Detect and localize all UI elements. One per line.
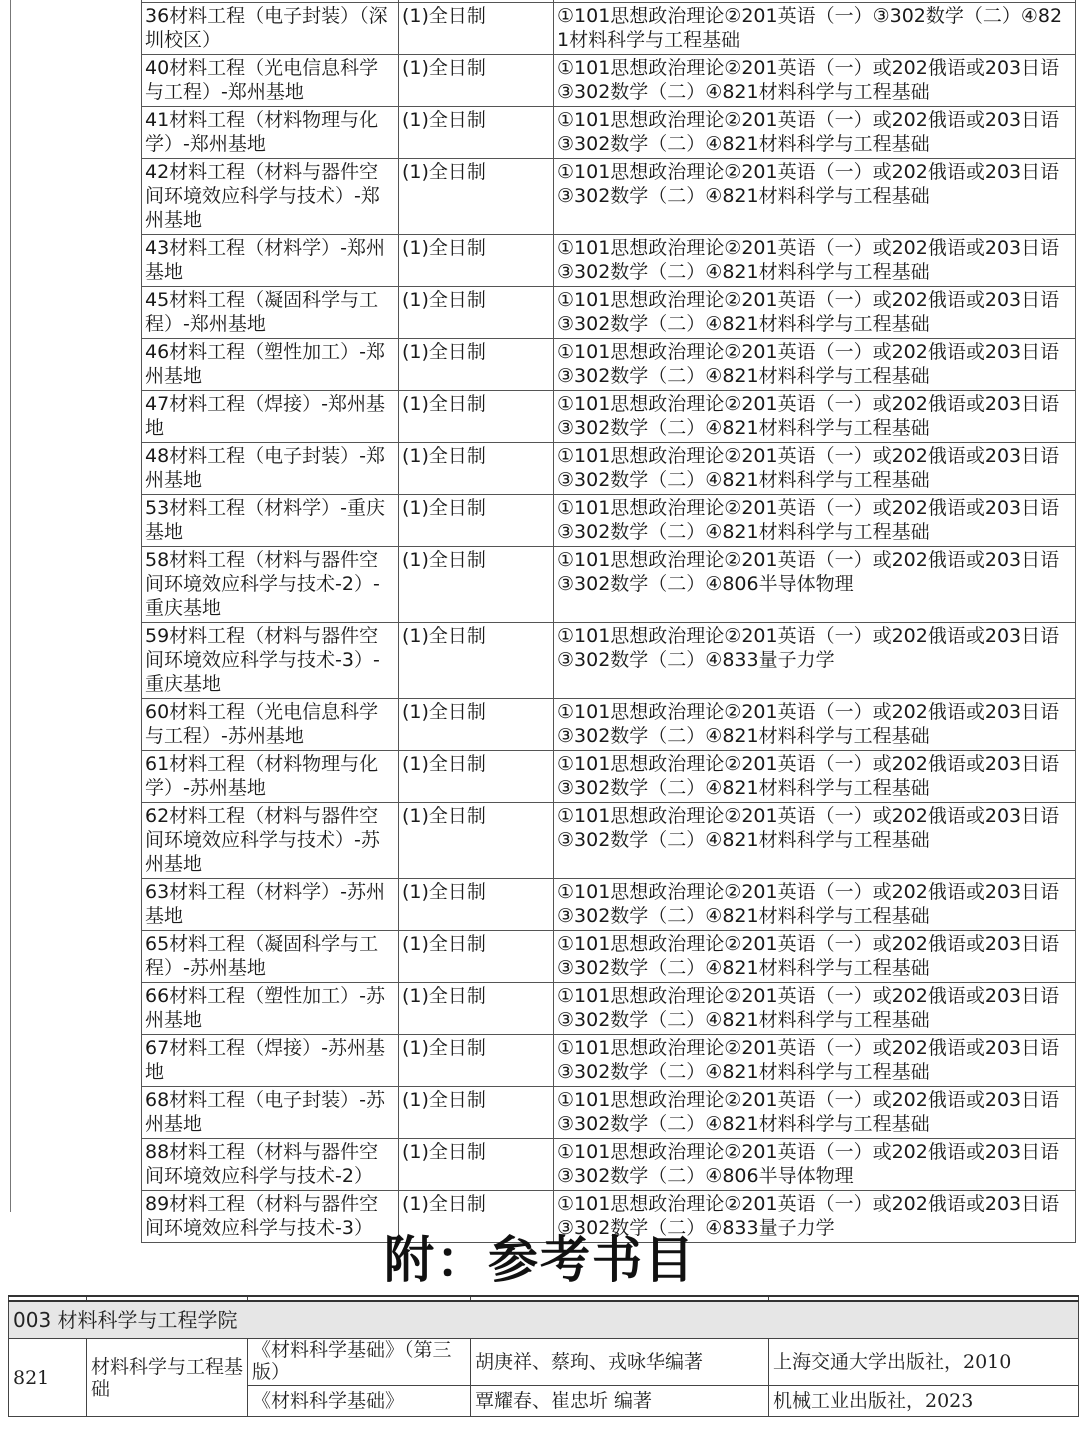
exam-subjects-cell: ①101思想政治理论②201英语（一）或202俄语或203日语③302数学（二）④821材料科学与工程基础 — [554, 931, 1076, 983]
major-cell: 48材料工程（电子封装）-郑州基地 — [142, 443, 399, 495]
study-mode-cell: (1)全日制 — [399, 55, 554, 107]
table-row — [142, 699, 1076, 751]
table-row — [142, 983, 1076, 1035]
subject-name: 材料科学与工程基础 — [87, 1339, 248, 1417]
major-cell: 41材料工程（材料物理与化学）-郑州基地 — [142, 107, 399, 159]
table-row — [142, 879, 1076, 931]
major-cell: 47材料工程（焊接）-郑州基地 — [142, 391, 399, 443]
table-row — [142, 391, 1076, 443]
book-title: 《材料科学基础》（第三版） — [248, 1339, 471, 1386]
table-row — [142, 1139, 1076, 1191]
major-cell: 40材料工程（光电信息科学与工程）-郑州基地 — [142, 55, 399, 107]
exam-subjects-cell: ①101思想政治理论②201英语（一）或202俄语或203日语③302数学（二）④821材料科学与工程基础 — [554, 1087, 1076, 1139]
study-mode-cell: (1)全日制 — [399, 879, 554, 931]
study-mode-cell: (1)全日制 — [399, 159, 554, 235]
study-mode-cell: (1)全日制 — [399, 495, 554, 547]
exam-subjects-cell: ①101思想政治理论②201英语（一）或202俄语或203日语③302数学（二）④821材料科学与工程基础 — [554, 55, 1076, 107]
study-mode-cell: (1)全日制 — [399, 107, 554, 159]
exam-subjects-cell: ①101思想政治理论②201英语（一）或202俄语或203日语③302数学（二）④821材料科学与工程基础 — [554, 159, 1076, 235]
subject-code: 821 — [9, 1339, 87, 1417]
exam-subjects-cell: ①101思想政治理论②201英语（一）或202俄语或203日语③302数学（二）④821材料科学与工程基础 — [554, 983, 1076, 1035]
study-mode-cell: (1)全日制 — [399, 287, 554, 339]
exam-subjects-cell: ①101思想政治理论②201英语（一）或202俄语或203日语③302数学（二）④821材料科学与工程基础 — [554, 107, 1076, 159]
table-row — [142, 1035, 1076, 1087]
study-mode-cell: (1)全日制 — [399, 547, 554, 623]
study-mode-cell: (1)全日制 — [399, 983, 554, 1035]
table-row — [142, 751, 1076, 803]
exam-subjects-cell: ①101思想政治理论②201英语（一）或202俄语或203日语③302数学（二）④821材料科学与工程基础 — [554, 751, 1076, 803]
exam-subjects-cell: ①101思想政治理论②201英语（一）或202俄语或203日语③302数学（二）④821材料科学与工程基础 — [554, 1035, 1076, 1087]
major-cell: 43材料工程（材料学）-郑州基地 — [142, 235, 399, 287]
study-mode-cell: (1)全日制 — [399, 391, 554, 443]
table-row — [142, 443, 1076, 495]
major-cell: 66材料工程（塑性加工）-苏州基地 — [142, 983, 399, 1035]
study-mode-cell: (1)全日制 — [399, 1191, 554, 1243]
exam-subjects-cell: ①101思想政治理论②201英语（一）或202俄语或203日语③302数学（二）④833量子力学 — [554, 623, 1076, 699]
major-cell: 53材料工程（材料学）-重庆基地 — [142, 495, 399, 547]
study-mode-cell: (1)全日制 — [399, 339, 554, 391]
exam-subjects-cell: ①101思想政治理论②201英语（一）或202俄语或203日语③302数学（二）④821材料科学与工程基础 — [554, 443, 1076, 495]
table-row — [142, 623, 1076, 699]
study-mode-cell: (1)全日制 — [399, 931, 554, 983]
book-authors: 覃耀春、崔忠圻 编著 — [471, 1386, 769, 1417]
table-row — [142, 931, 1076, 983]
major-cell: 60材料工程（光电信息科学与工程）-苏州基地 — [142, 699, 399, 751]
study-mode-cell: (1)全日制 — [399, 623, 554, 699]
study-mode-cell: (1)全日制 — [399, 1139, 554, 1191]
table-row — [142, 1087, 1076, 1139]
exam-subjects-cell: ①101思想政治理论②201英语（一）或202俄语或203日语③302数学（二）④821材料科学与工程基础 — [554, 391, 1076, 443]
major-cell: 61材料工程（材料物理与化学）-苏州基地 — [142, 751, 399, 803]
exam-subjects-cell: ①101思想政治理论②201英语（一）或202俄语或203日语③302数学（二）④806半导体物理 — [554, 1139, 1076, 1191]
study-mode-cell: (1)全日制 — [399, 699, 554, 751]
table-row — [142, 55, 1076, 107]
study-mode-cell: (1)全日制 — [399, 3, 554, 55]
exam-subjects-cell: ①101思想政治理论②201英语（一）或202俄语或203日语③302数学（二）④821材料科学与工程基础 — [554, 803, 1076, 879]
department-row — [9, 1301, 1079, 1339]
table-row — [142, 287, 1076, 339]
reference-books-table — [8, 1295, 1079, 1417]
department-name: 003 材料科学与工程学院 — [9, 1301, 1079, 1339]
major-cell: 68材料工程（电子封装）-苏州基地 — [142, 1087, 399, 1139]
major-cell: 67材料工程（焊接）-苏州基地 — [142, 1035, 399, 1087]
major-cell: 42材料工程（材料与器件空间环境效应科学与技术）-郑州基地 — [142, 159, 399, 235]
exam-subjects-cell: ①101思想政治理论②201英语（一）或202俄语或203日语③302数学（二）④833量子力学 — [554, 1191, 1076, 1243]
study-mode-cell: (1)全日制 — [399, 443, 554, 495]
catalogue-frame — [10, 0, 1075, 1239]
study-mode-cell: (1)全日制 — [399, 235, 554, 287]
major-cell: 65材料工程（凝固科学与工程）-苏州基地 — [142, 931, 399, 983]
exam-subjects-cell: ①101思想政治理论②201英语（一）或202俄语或203日语③302数学（二）④821材料科学与工程基础 — [554, 235, 1076, 287]
study-mode-cell: (1)全日制 — [399, 751, 554, 803]
major-cell: 59材料工程（材料与器件空间环境效应科学与技术-3）-重庆基地 — [142, 623, 399, 699]
major-cell: 58材料工程（材料与器件空间环境效应科学与技术-2）-重庆基地 — [142, 547, 399, 623]
book-title: 《材料科学基础》 — [248, 1386, 471, 1417]
table-row — [142, 495, 1076, 547]
book-publisher: 上海交通大学出版社，2010 — [769, 1339, 1079, 1386]
exam-subjects-cell: ①101思想政治理论②201英语（一）或202俄语或203日语③302数学（二）④821材料科学与工程基础 — [554, 287, 1076, 339]
study-mode-cell: (1)全日制 — [399, 1087, 554, 1139]
study-mode-cell: (1)全日制 — [399, 1035, 554, 1087]
study-mode-cell: (1)全日制 — [399, 803, 554, 879]
book-authors: 胡庚祥、蔡珣、戎咏华编著 — [471, 1339, 769, 1386]
table-row — [142, 107, 1076, 159]
table-row — [142, 339, 1076, 391]
catalogue-table — [141, 0, 1076, 1243]
book-row — [9, 1339, 1079, 1386]
table-row — [142, 3, 1076, 55]
table-row — [142, 159, 1076, 235]
table-row — [142, 547, 1076, 623]
major-cell: 36材料工程（电子封装）（深圳校区） — [142, 3, 399, 55]
major-cell: 46材料工程（塑性加工）-郑州基地 — [142, 339, 399, 391]
exam-subjects-cell: ①101思想政治理论②201英语（一）或202俄语或203日语③302数学（二）④821材料科学与工程基础 — [554, 879, 1076, 931]
exam-subjects-cell: ①101思想政治理论②201英语（一）或202俄语或203日语③302数学（二）④821材料科学与工程基础 — [554, 495, 1076, 547]
table-row — [142, 803, 1076, 879]
major-cell: 62材料工程（材料与器件空间环境效应科学与技术）-苏州基地 — [142, 803, 399, 879]
major-cell: 63材料工程（材料学）-苏州基地 — [142, 879, 399, 931]
book-publisher: 机械工业出版社，2023 — [769, 1386, 1079, 1417]
exam-subjects-cell: ①101思想政治理论②201英语（一）③302数学（二）④821材料科学与工程基础 — [554, 3, 1076, 55]
table-row — [142, 235, 1076, 287]
major-cell: 89材料工程（材料与器件空间环境效应科学与技术-3） — [142, 1191, 399, 1243]
appendix-heading: 附：参考书目 — [384, 1231, 696, 1289]
major-cell: 45材料工程（凝固科学与工程）-郑州基地 — [142, 287, 399, 339]
exam-subjects-cell: ①101思想政治理论②201英语（一）或202俄语或203日语③302数学（二）④821材料科学与工程基础 — [554, 339, 1076, 391]
exam-subjects-cell: ①101思想政治理论②201英语（一）或202俄语或203日语③302数学（二）④806半导体物理 — [554, 547, 1076, 623]
exam-subjects-cell: ①101思想政治理论②201英语（一）或202俄语或203日语③302数学（二）④821材料科学与工程基础 — [554, 699, 1076, 751]
major-cell: 88材料工程（材料与器件空间环境效应科学与技术-2） — [142, 1139, 399, 1191]
